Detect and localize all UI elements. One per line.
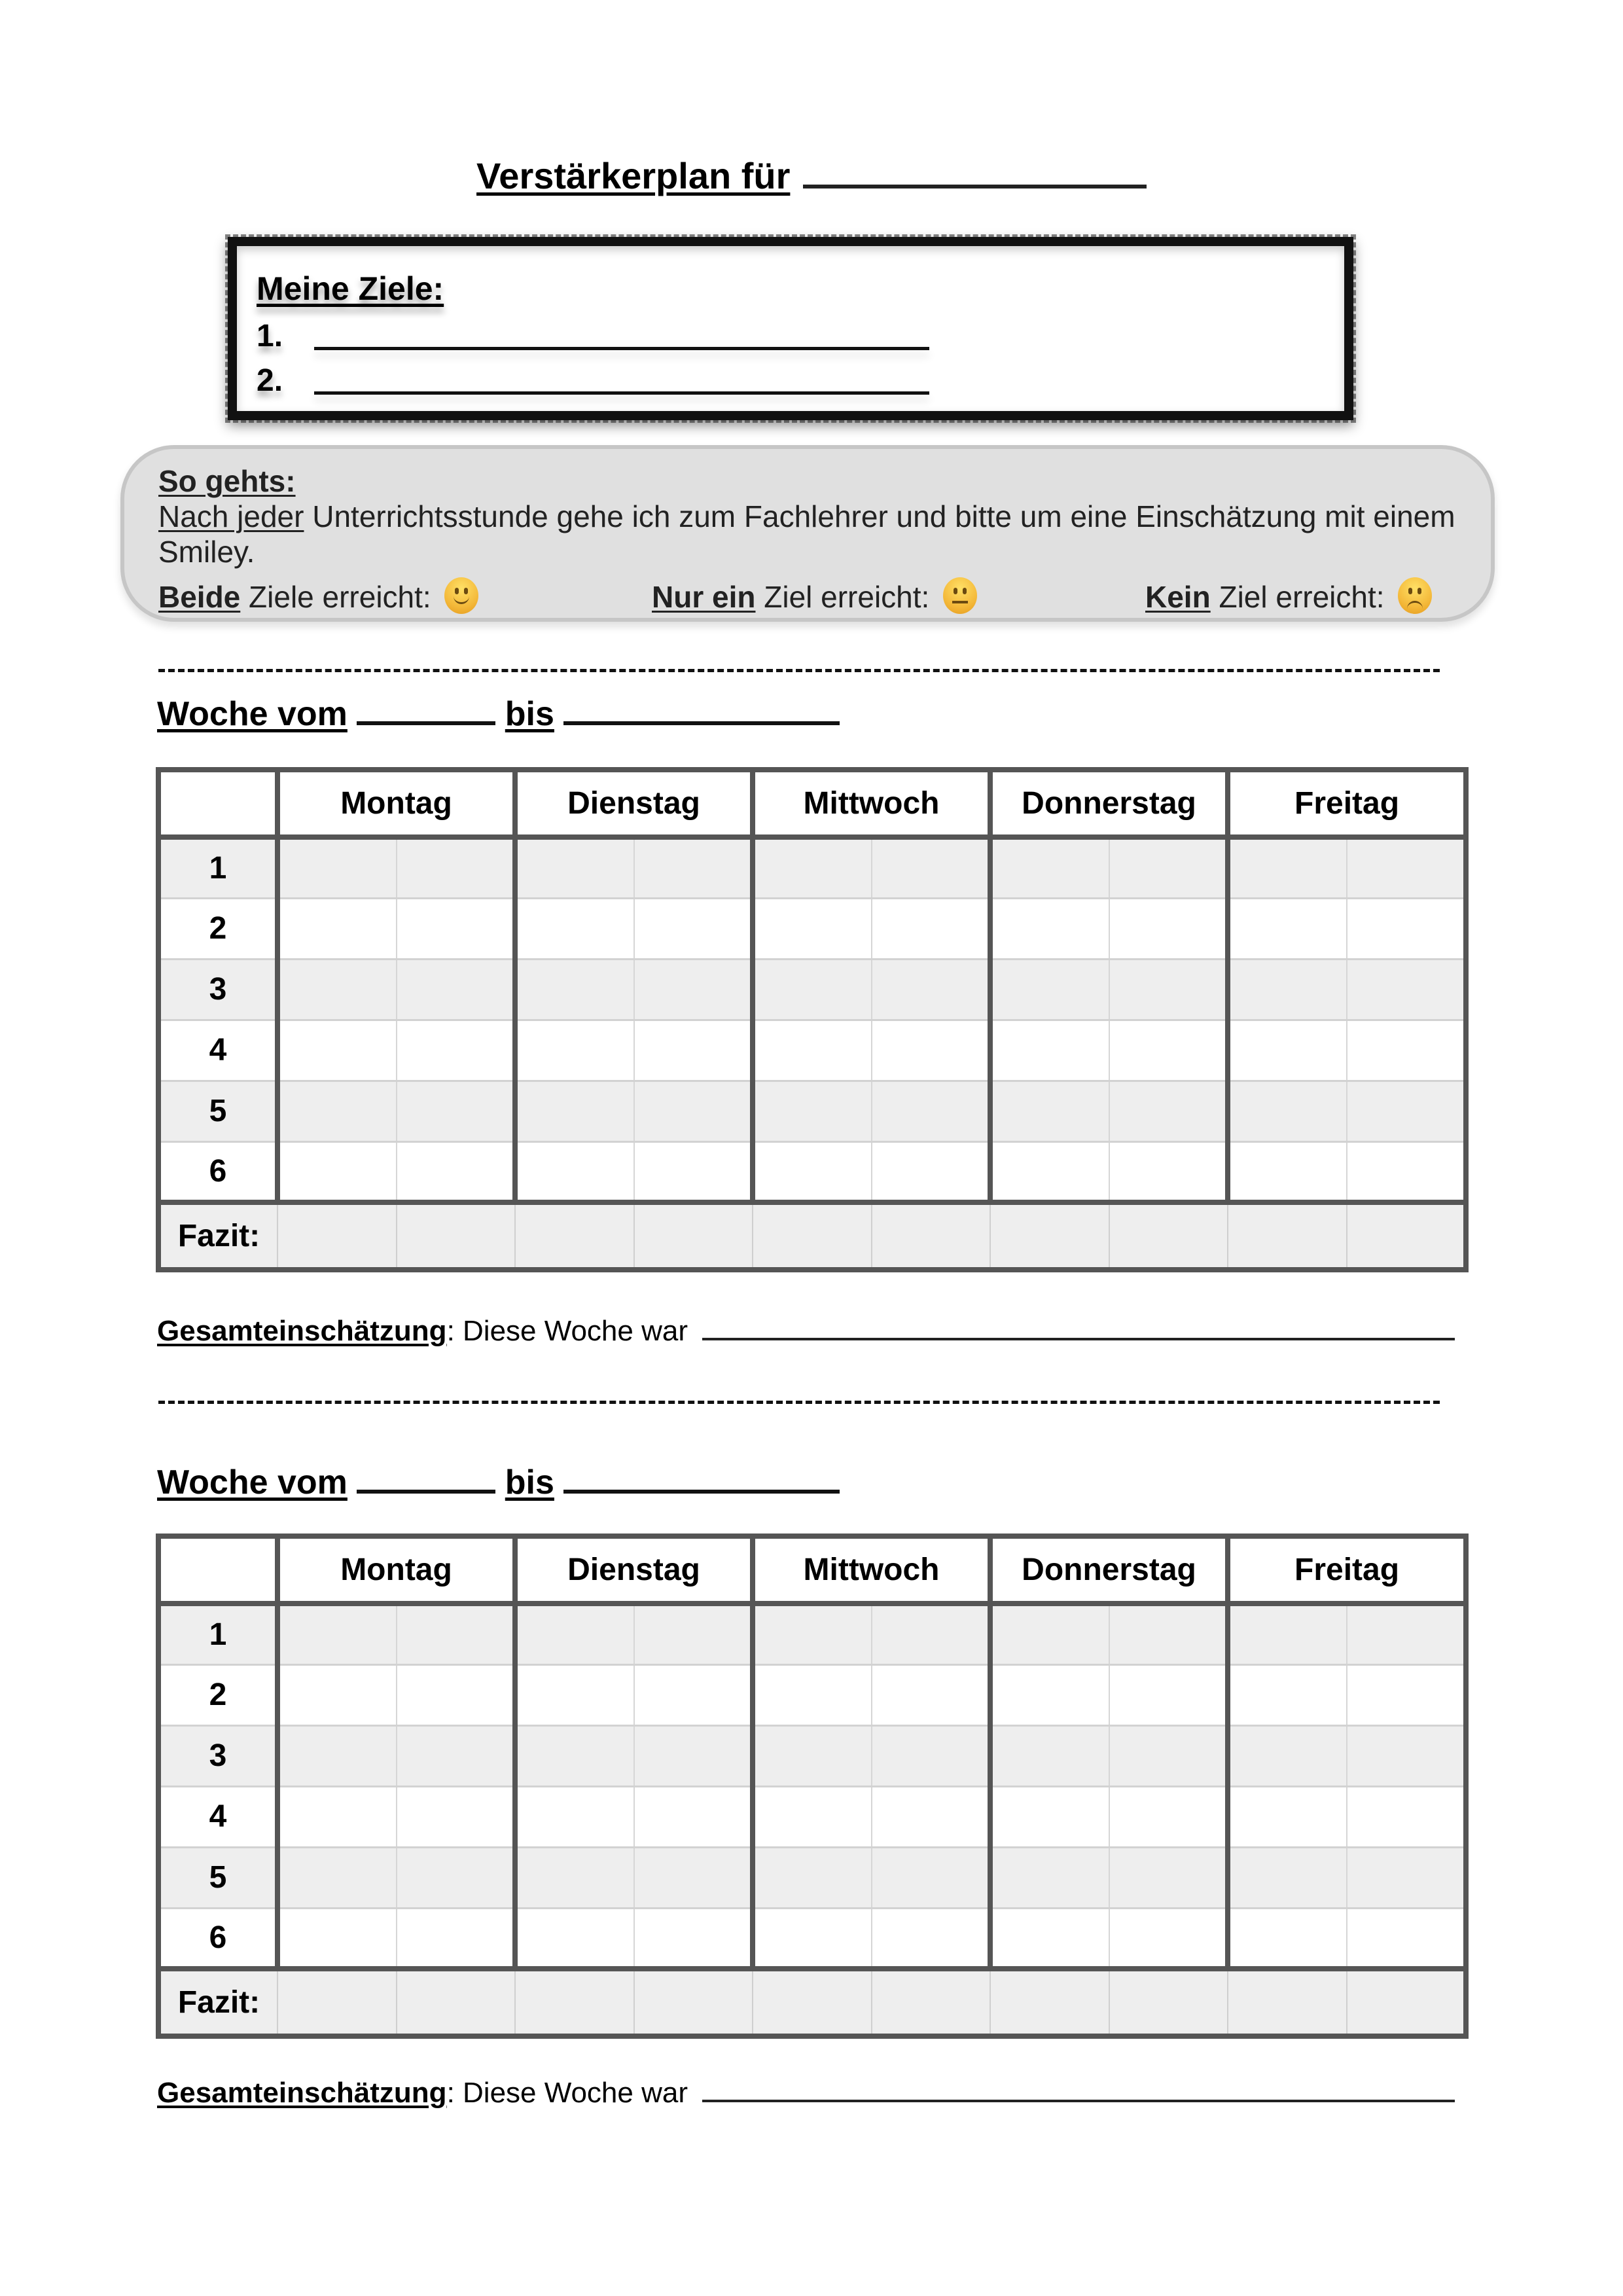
rating-cell-goal-2[interactable] [1347, 1141, 1466, 1202]
rating-cell-goal-1[interactable] [515, 898, 634, 959]
corner-cell [158, 1536, 277, 1604]
rating-cell-goal-1[interactable] [990, 1847, 1109, 1908]
rating-cell-goal-2[interactable] [872, 898, 990, 959]
day-header-dienstag: Dienstag [515, 1536, 753, 1604]
rating-cell-goal-2[interactable] [397, 1725, 515, 1786]
rating-cell-goal-2[interactable] [397, 1081, 515, 1141]
rating-cell-goal-1[interactable] [753, 1604, 872, 1664]
summary-cell[interactable] [872, 1202, 990, 1270]
table-row [158, 898, 1466, 959]
rating-cell-goal-2[interactable] [1347, 1725, 1466, 1786]
period-number: 4 [158, 1020, 277, 1081]
table-row [158, 1081, 1466, 1141]
rating-cell-goal-1[interactable] [753, 1141, 872, 1202]
instructions-emphasis: Nach jeder [158, 499, 304, 533]
rating-cell-goal-1[interactable] [1228, 1604, 1347, 1664]
period-number: 6 [158, 1141, 277, 1202]
rating-cell-goal-1[interactable] [1228, 959, 1347, 1020]
rating-cell-goal-2[interactable] [1109, 1604, 1228, 1664]
rating-cell-goal-1[interactable] [515, 959, 634, 1020]
instructions-text [158, 499, 1455, 534]
rating-cell-goal-2[interactable] [634, 837, 753, 898]
rating-cell-goal-1[interactable] [277, 1786, 397, 1847]
period-number: 3 [158, 1725, 277, 1786]
rating-cell-goal-1[interactable] [753, 1786, 872, 1847]
rating-cell-goal-1[interactable] [753, 898, 872, 959]
rating-cell-goal-2[interactable] [1109, 1020, 1228, 1081]
rating-cell-goal-2[interactable] [1109, 1081, 1228, 1141]
rating-cell-goal-1[interactable] [515, 837, 634, 898]
rating-cell-goal-2[interactable] [1347, 1786, 1466, 1847]
period-number: 4 [158, 1786, 277, 1847]
rating-cell-goal-1[interactable] [277, 1847, 397, 1908]
summary-cell[interactable] [515, 1202, 634, 1270]
period-number: 6 [158, 1908, 277, 1969]
summary-cell[interactable] [1109, 1969, 1228, 2036]
rating-cell-goal-1[interactable] [990, 1786, 1109, 1847]
rating-cell-goal-2[interactable] [872, 1020, 990, 1081]
rating-cell-goal-1[interactable] [753, 1081, 872, 1141]
week-1-start-date-field[interactable] [357, 692, 495, 725]
summary-cell[interactable] [634, 1202, 753, 1270]
rating-cell-goal-1[interactable] [277, 959, 397, 1020]
corner-cell [158, 770, 277, 837]
rating-cell-goal-1[interactable] [515, 1664, 634, 1725]
summary-cell[interactable] [990, 1969, 1109, 2036]
rating-cell-goal-1[interactable] [990, 1908, 1109, 1969]
week-2-heading [157, 1461, 840, 1502]
summary-row [158, 1969, 1466, 2036]
rating-cell-goal-2[interactable] [1109, 1141, 1228, 1202]
instructions-heading: So gehts: [158, 464, 296, 498]
rating-cell-goal-1[interactable] [1228, 1081, 1347, 1141]
goal-item-2 [257, 363, 283, 399]
legend-bold: Nur ein [652, 580, 756, 614]
summary-cell[interactable] [397, 1202, 515, 1270]
rating-cell-goal-2[interactable] [872, 837, 990, 898]
rating-cell-goal-1[interactable] [277, 1908, 397, 1969]
summary-cell[interactable] [990, 1202, 1109, 1270]
cut-line-divider [158, 1401, 1440, 1404]
table-row [158, 1847, 1466, 1908]
day-header-montag: Montag [277, 1536, 515, 1604]
table-header-row [158, 770, 1466, 837]
rating-cell-goal-1[interactable] [515, 1725, 634, 1786]
smiling-face-icon [444, 577, 478, 614]
rating-cell-goal-2[interactable] [634, 1725, 753, 1786]
rating-cell-goal-1[interactable] [1228, 1141, 1347, 1202]
week-from-label: Woche vom [157, 695, 348, 733]
summary-cell[interactable] [753, 1202, 872, 1270]
rating-cell-goal-1[interactable] [990, 1725, 1109, 1786]
rating-cell-goal-2[interactable] [1347, 1604, 1466, 1664]
instructions-box [120, 445, 1495, 622]
day-header-freitag: Freitag [1228, 770, 1466, 837]
rating-cell-goal-2[interactable] [1109, 1847, 1228, 1908]
table-row [158, 1141, 1466, 1202]
rating-cell-goal-2[interactable] [872, 1847, 990, 1908]
rating-cell-goal-2[interactable] [634, 1847, 753, 1908]
rating-cell-goal-2[interactable] [397, 1141, 515, 1202]
rating-cell-goal-2[interactable] [872, 1664, 990, 1725]
rating-cell-goal-1[interactable] [1228, 1020, 1347, 1081]
rating-cell-goal-1[interactable] [277, 1081, 397, 1141]
rating-cell-goal-1[interactable] [515, 1141, 634, 1202]
rating-cell-goal-1[interactable] [277, 1664, 397, 1725]
period-number: 2 [158, 1664, 277, 1725]
goals-heading: Meine Ziele: [257, 270, 444, 307]
overall-text: : Diese Woche war [446, 2077, 688, 2109]
week-2-overall-field[interactable] [702, 2076, 1455, 2102]
rating-cell-goal-1[interactable] [1228, 1725, 1347, 1786]
table-row [158, 1786, 1466, 1847]
summary-cell[interactable] [277, 1202, 397, 1270]
rating-cell-goal-1[interactable] [753, 959, 872, 1020]
rating-cell-goal-2[interactable] [1109, 1664, 1228, 1725]
rating-cell-goal-2[interactable] [634, 898, 753, 959]
overall-label: Gesamteinschätzung [157, 2077, 447, 2109]
rating-cell-goal-1[interactable] [990, 898, 1109, 959]
name-blank-field[interactable] [803, 152, 1147, 188]
legend-bold: Kein [1145, 580, 1211, 614]
day-header-montag: Montag [277, 770, 515, 837]
week-1-heading [157, 692, 840, 734]
rating-cell-goal-2[interactable] [634, 1604, 753, 1664]
day-header-mittwoch: Mittwoch [753, 770, 990, 837]
rating-cell-goal-2[interactable] [872, 1908, 990, 1969]
rating-cell-goal-2[interactable] [872, 1786, 990, 1847]
rating-cell-goal-2[interactable] [634, 1664, 753, 1725]
overall-text: : Diese Woche war [446, 1315, 688, 1347]
summary-cell[interactable] [1347, 1202, 1466, 1270]
week-1-end-date-field[interactable] [563, 692, 840, 725]
rating-cell-goal-1[interactable] [1228, 898, 1347, 959]
summary-cell[interactable] [1347, 1969, 1466, 2036]
rating-cell-goal-1[interactable] [990, 837, 1109, 898]
rating-cell-goal-2[interactable] [1109, 1908, 1228, 1969]
week-1-overall-field[interactable] [702, 1314, 1455, 1340]
rating-cell-goal-1[interactable] [990, 1020, 1109, 1081]
rating-cell-goal-2[interactable] [872, 1081, 990, 1141]
overall-label: Gesamteinschätzung [157, 1315, 447, 1347]
rating-cell-goal-1[interactable] [1228, 1664, 1347, 1725]
rating-cell-goal-2[interactable] [397, 1604, 515, 1664]
period-number: 5 [158, 1081, 277, 1141]
table-row [158, 1664, 1466, 1725]
rating-cell-goal-1[interactable] [990, 959, 1109, 1020]
rating-cell-goal-1[interactable] [753, 1725, 872, 1786]
goal-number: 2. [257, 363, 283, 398]
rating-cell-goal-2[interactable] [1109, 959, 1228, 1020]
table-row [158, 1604, 1466, 1664]
rating-cell-goal-2[interactable] [1347, 1664, 1466, 1725]
rating-cell-goal-2[interactable] [397, 1786, 515, 1847]
rating-cell-goal-1[interactable] [515, 1908, 634, 1969]
rating-cell-goal-2[interactable] [872, 959, 990, 1020]
day-header-dienstag: Dienstag [515, 770, 753, 837]
rating-cell-goal-2[interactable] [872, 1604, 990, 1664]
rating-cell-goal-1[interactable] [753, 1664, 872, 1725]
rating-cell-goal-1[interactable] [515, 1081, 634, 1141]
goal-item-1 [257, 318, 283, 354]
week-1-overall-rating [157, 1314, 1455, 1348]
summary-label: Fazit: [158, 1969, 277, 2036]
rating-cell-goal-1[interactable] [277, 898, 397, 959]
rating-cell-goal-2[interactable] [634, 1081, 753, 1141]
rating-cell-goal-1[interactable] [515, 1847, 634, 1908]
rating-cell-goal-2[interactable] [397, 837, 515, 898]
rating-cell-goal-2[interactable] [397, 1908, 515, 1969]
rating-cell-goal-1[interactable] [277, 1604, 397, 1664]
rating-cell-goal-2[interactable] [634, 1141, 753, 1202]
legend-both-goals [158, 577, 478, 615]
rating-cell-goal-2[interactable] [397, 959, 515, 1020]
legend-text: Ziel erreicht: [755, 580, 930, 614]
table-row [158, 1725, 1466, 1786]
week-2-start-date-field[interactable] [357, 1461, 495, 1494]
goals-box [228, 237, 1353, 420]
day-header-donnerstag: Donnerstag [990, 770, 1228, 837]
rating-cell-goal-1[interactable] [990, 1141, 1109, 1202]
legend-bold: Beide [158, 580, 241, 614]
week-to-label: bis [505, 695, 554, 733]
rating-cell-goal-1[interactable] [515, 1786, 634, 1847]
summary-cell[interactable] [515, 1969, 634, 2036]
day-header-freitag: Freitag [1228, 1536, 1466, 1604]
cut-line-divider [158, 669, 1440, 672]
summary-cell[interactable] [1228, 1969, 1347, 2036]
rating-cell-goal-1[interactable] [1228, 837, 1347, 898]
rating-cell-goal-1[interactable] [277, 1141, 397, 1202]
rating-cell-goal-2[interactable] [397, 898, 515, 959]
summary-cell[interactable] [634, 1969, 753, 2036]
table-row [158, 837, 1466, 898]
rating-cell-goal-1[interactable] [990, 1664, 1109, 1725]
legend-no-goal [1145, 577, 1432, 615]
rating-cell-goal-1[interactable] [753, 1020, 872, 1081]
rating-cell-goal-2[interactable] [1347, 898, 1466, 959]
rating-cell-goal-1[interactable] [277, 837, 397, 898]
week-from-label: Woche vom [157, 1463, 348, 1501]
rating-cell-goal-1[interactable] [753, 1847, 872, 1908]
neutral-face-icon [943, 577, 977, 614]
period-number: 5 [158, 1847, 277, 1908]
rating-cell-goal-1[interactable] [515, 1604, 634, 1664]
rating-cell-goal-1[interactable] [990, 1081, 1109, 1141]
legend-text: Ziel erreicht: [1210, 580, 1385, 614]
rating-cell-goal-1[interactable] [515, 1020, 634, 1081]
day-header-donnerstag: Donnerstag [990, 1536, 1228, 1604]
rating-cell-goal-2[interactable] [1347, 837, 1466, 898]
rating-cell-goal-1[interactable] [990, 1604, 1109, 1664]
rating-cell-goal-1[interactable] [753, 837, 872, 898]
rating-cell-goal-2[interactable] [1109, 1725, 1228, 1786]
rating-cell-goal-1[interactable] [277, 1725, 397, 1786]
goal-number: 1. [257, 319, 283, 353]
rating-cell-goal-2[interactable] [634, 1908, 753, 1969]
rating-cell-goal-2[interactable] [634, 1786, 753, 1847]
summary-cell[interactable] [872, 1969, 990, 2036]
rating-cell-goal-1[interactable] [1228, 1908, 1347, 1969]
rating-cell-goal-2[interactable] [872, 1141, 990, 1202]
period-number: 3 [158, 959, 277, 1020]
instructions-body: Unterrichtsstunde gehe ich zum Fachlehrer und bitte um eine Einschätzung mit einem [304, 499, 1455, 533]
week-2-end-date-field[interactable] [563, 1461, 840, 1494]
legend-text: Ziele erreicht: [240, 580, 431, 614]
rating-cell-goal-1[interactable] [753, 1908, 872, 1969]
summary-cell[interactable] [1228, 1202, 1347, 1270]
summary-row [158, 1202, 1466, 1270]
summary-label: Fazit: [158, 1202, 277, 1270]
week-to-label: bis [505, 1463, 554, 1501]
rating-cell-goal-2[interactable] [872, 1725, 990, 1786]
rating-cell-goal-1[interactable] [1228, 1847, 1347, 1908]
table-row [158, 1020, 1466, 1081]
rating-cell-goal-2[interactable] [1347, 1020, 1466, 1081]
rating-cell-goal-2[interactable] [1347, 1908, 1466, 1969]
day-header-mittwoch: Mittwoch [753, 1536, 990, 1604]
period-number: 2 [158, 898, 277, 959]
rating-cell-goal-2[interactable] [634, 959, 753, 1020]
rating-cell-goal-1[interactable] [277, 1020, 397, 1081]
rating-cell-goal-2[interactable] [634, 1020, 753, 1081]
rating-cell-goal-2[interactable] [397, 1020, 515, 1081]
instructions-text-line2: Smiley. [158, 535, 255, 569]
period-number: 1 [158, 837, 277, 898]
week-2-table [156, 1534, 1469, 2039]
rating-cell-goal-2[interactable] [1347, 1847, 1466, 1908]
rating-cell-goal-1[interactable] [1228, 1786, 1347, 1847]
page-title [0, 152, 1623, 197]
legend-one-goal [652, 577, 977, 615]
table-row [158, 1908, 1466, 1969]
title-text: Verstärkerplan für [476, 155, 791, 196]
frowning-face-icon [1398, 577, 1432, 614]
week-1-table [156, 767, 1469, 1272]
summary-cell[interactable] [277, 1969, 397, 2036]
goal-1-blank-field[interactable] [314, 347, 929, 350]
goal-2-blank-field[interactable] [314, 391, 929, 395]
rating-cell-goal-2[interactable] [1109, 837, 1228, 898]
period-number: 1 [158, 1604, 277, 1664]
table-header-row [158, 1536, 1466, 1604]
rating-cell-goal-2[interactable] [397, 1664, 515, 1725]
week-2-overall-rating [157, 2076, 1455, 2109]
rating-cell-goal-2[interactable] [1109, 1786, 1228, 1847]
summary-cell[interactable] [753, 1969, 872, 2036]
table-row [158, 959, 1466, 1020]
rating-cell-goal-2[interactable] [1347, 1081, 1466, 1141]
rating-cell-goal-2[interactable] [1109, 898, 1228, 959]
summary-cell[interactable] [397, 1969, 515, 2036]
rating-cell-goal-2[interactable] [1347, 959, 1466, 1020]
summary-cell[interactable] [1109, 1202, 1228, 1270]
rating-cell-goal-2[interactable] [397, 1847, 515, 1908]
